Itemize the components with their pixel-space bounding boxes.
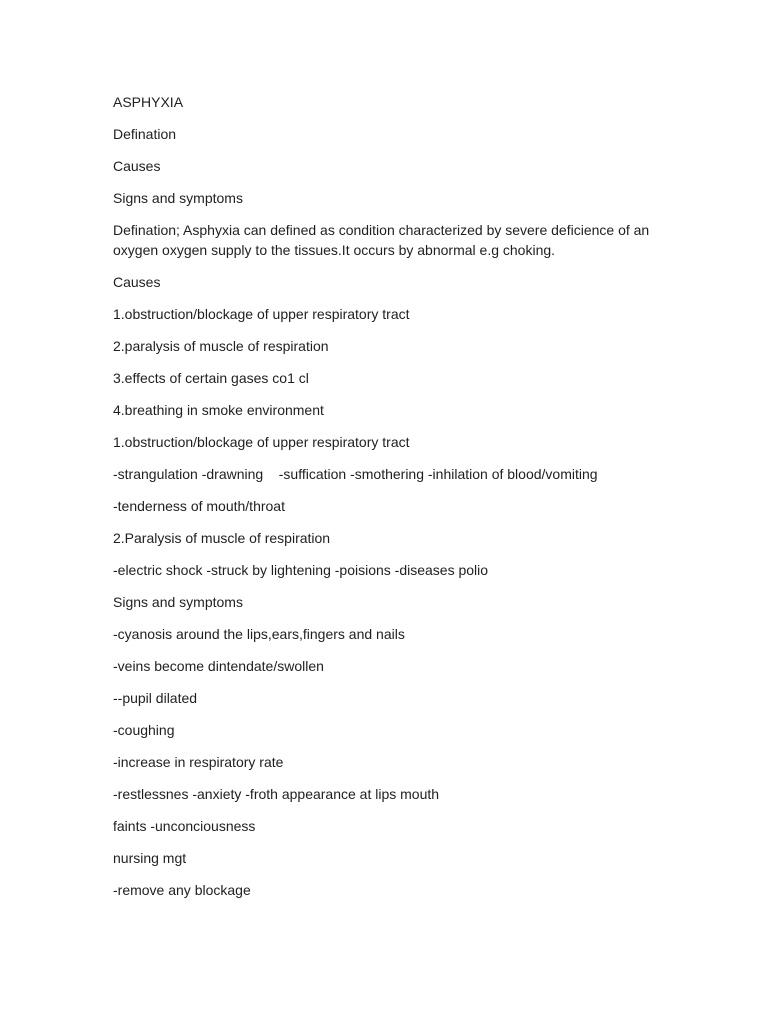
cause-item: 1.obstruction/blockage of upper respiratory tract bbox=[113, 306, 410, 322]
cause-subheading: 1.obstruction/blockage of upper respiratory tract bbox=[113, 434, 410, 450]
sign-item: -increase in respiratory rate bbox=[113, 754, 284, 770]
cause-item: 3.effects of certain gases co1 cl bbox=[113, 370, 309, 386]
cause-item: 4.breathing in smoke environment bbox=[113, 402, 324, 418]
cause-detail: -strangulation -drawning -suffication -smothering -inhilation of blood/vomiting bbox=[113, 466, 598, 482]
document-body bbox=[113, 92, 658, 912]
nursing-item: -remove any blockage bbox=[113, 882, 251, 898]
sign-item: --pupil dilated bbox=[113, 690, 198, 706]
outline-item-definition: Defination bbox=[113, 126, 177, 142]
nursing-heading: nursing mgt bbox=[113, 850, 187, 866]
sign-item: -veins become dintendate/swollen bbox=[113, 658, 324, 674]
cause-item: 2.paralysis of muscle of respiration bbox=[113, 338, 329, 354]
sign-item: -restlessnes -anxiety -froth appearance at lips mouth bbox=[113, 786, 440, 802]
cause-detail: -electric shock -struck by lightening -poisions -diseases polio bbox=[113, 562, 489, 578]
document-title: ASPHYXIA bbox=[113, 94, 184, 110]
outline-item-signs-symptoms: Signs and symptoms bbox=[113, 190, 243, 206]
sign-item: -coughing bbox=[113, 722, 175, 738]
causes-heading: Causes bbox=[113, 274, 161, 290]
cause-subheading: 2.Paralysis of muscle of respiration bbox=[113, 530, 331, 546]
signs-heading: Signs and symptoms bbox=[113, 594, 243, 610]
sign-item: -cyanosis around the lips,ears,fingers and nails bbox=[113, 626, 405, 642]
cause-detail: -tenderness of mouth/throat bbox=[113, 498, 285, 514]
definition-paragraph: Defination; Asphyxia can defined as condition characterized by severe deficience of an oxygen oxygen supply to the tissues.It occurs by abnormal e.g choking. bbox=[113, 222, 654, 258]
outline-item-causes: Causes bbox=[113, 158, 161, 174]
sign-item: faints -unconciousness bbox=[113, 818, 256, 834]
